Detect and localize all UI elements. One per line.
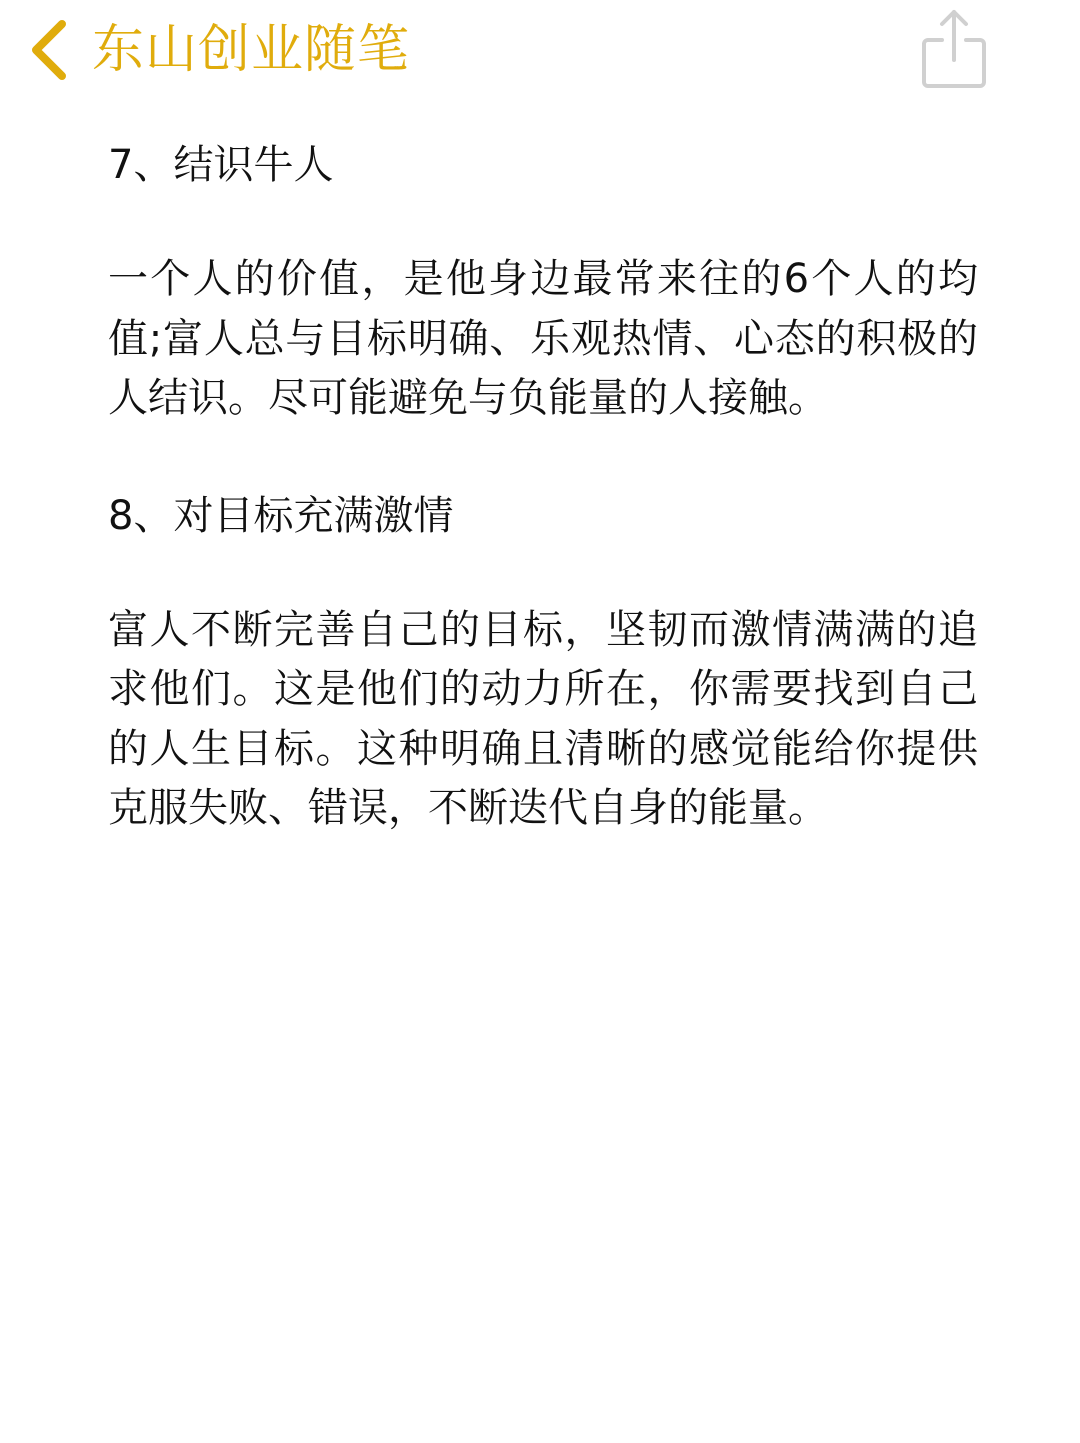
back-label: 东山创业随笔 — [92, 20, 411, 80]
back-button[interactable] — [28, 14, 410, 86]
section-heading-8: 8、对目标充满激情 — [108, 492, 454, 539]
chevron-left-icon — [28, 19, 68, 81]
section-heading-7: 7、结识牛人 — [108, 142, 334, 188]
note-body — [108, 128, 978, 839]
share-icon — [918, 8, 990, 92]
share-button[interactable] — [918, 8, 990, 92]
section-paragraph-8: 富人不断完善自己的目标，坚韧而激情满满的追求他们。这是他们的动力所在，你需要找到自己的人生目标。这种明确且清晰的感觉能给你提供克服失败、错误，不断迭代自身的能量。 — [108, 606, 978, 831]
navigation-bar — [0, 0, 1080, 105]
section-paragraph-7: 一个人的价值，是他身边最常来往的6个人的均值;富人总与目标明确、乐观热情、心态的积极的人结识。尽可能避免与负能量的人接触。 — [108, 256, 978, 421]
